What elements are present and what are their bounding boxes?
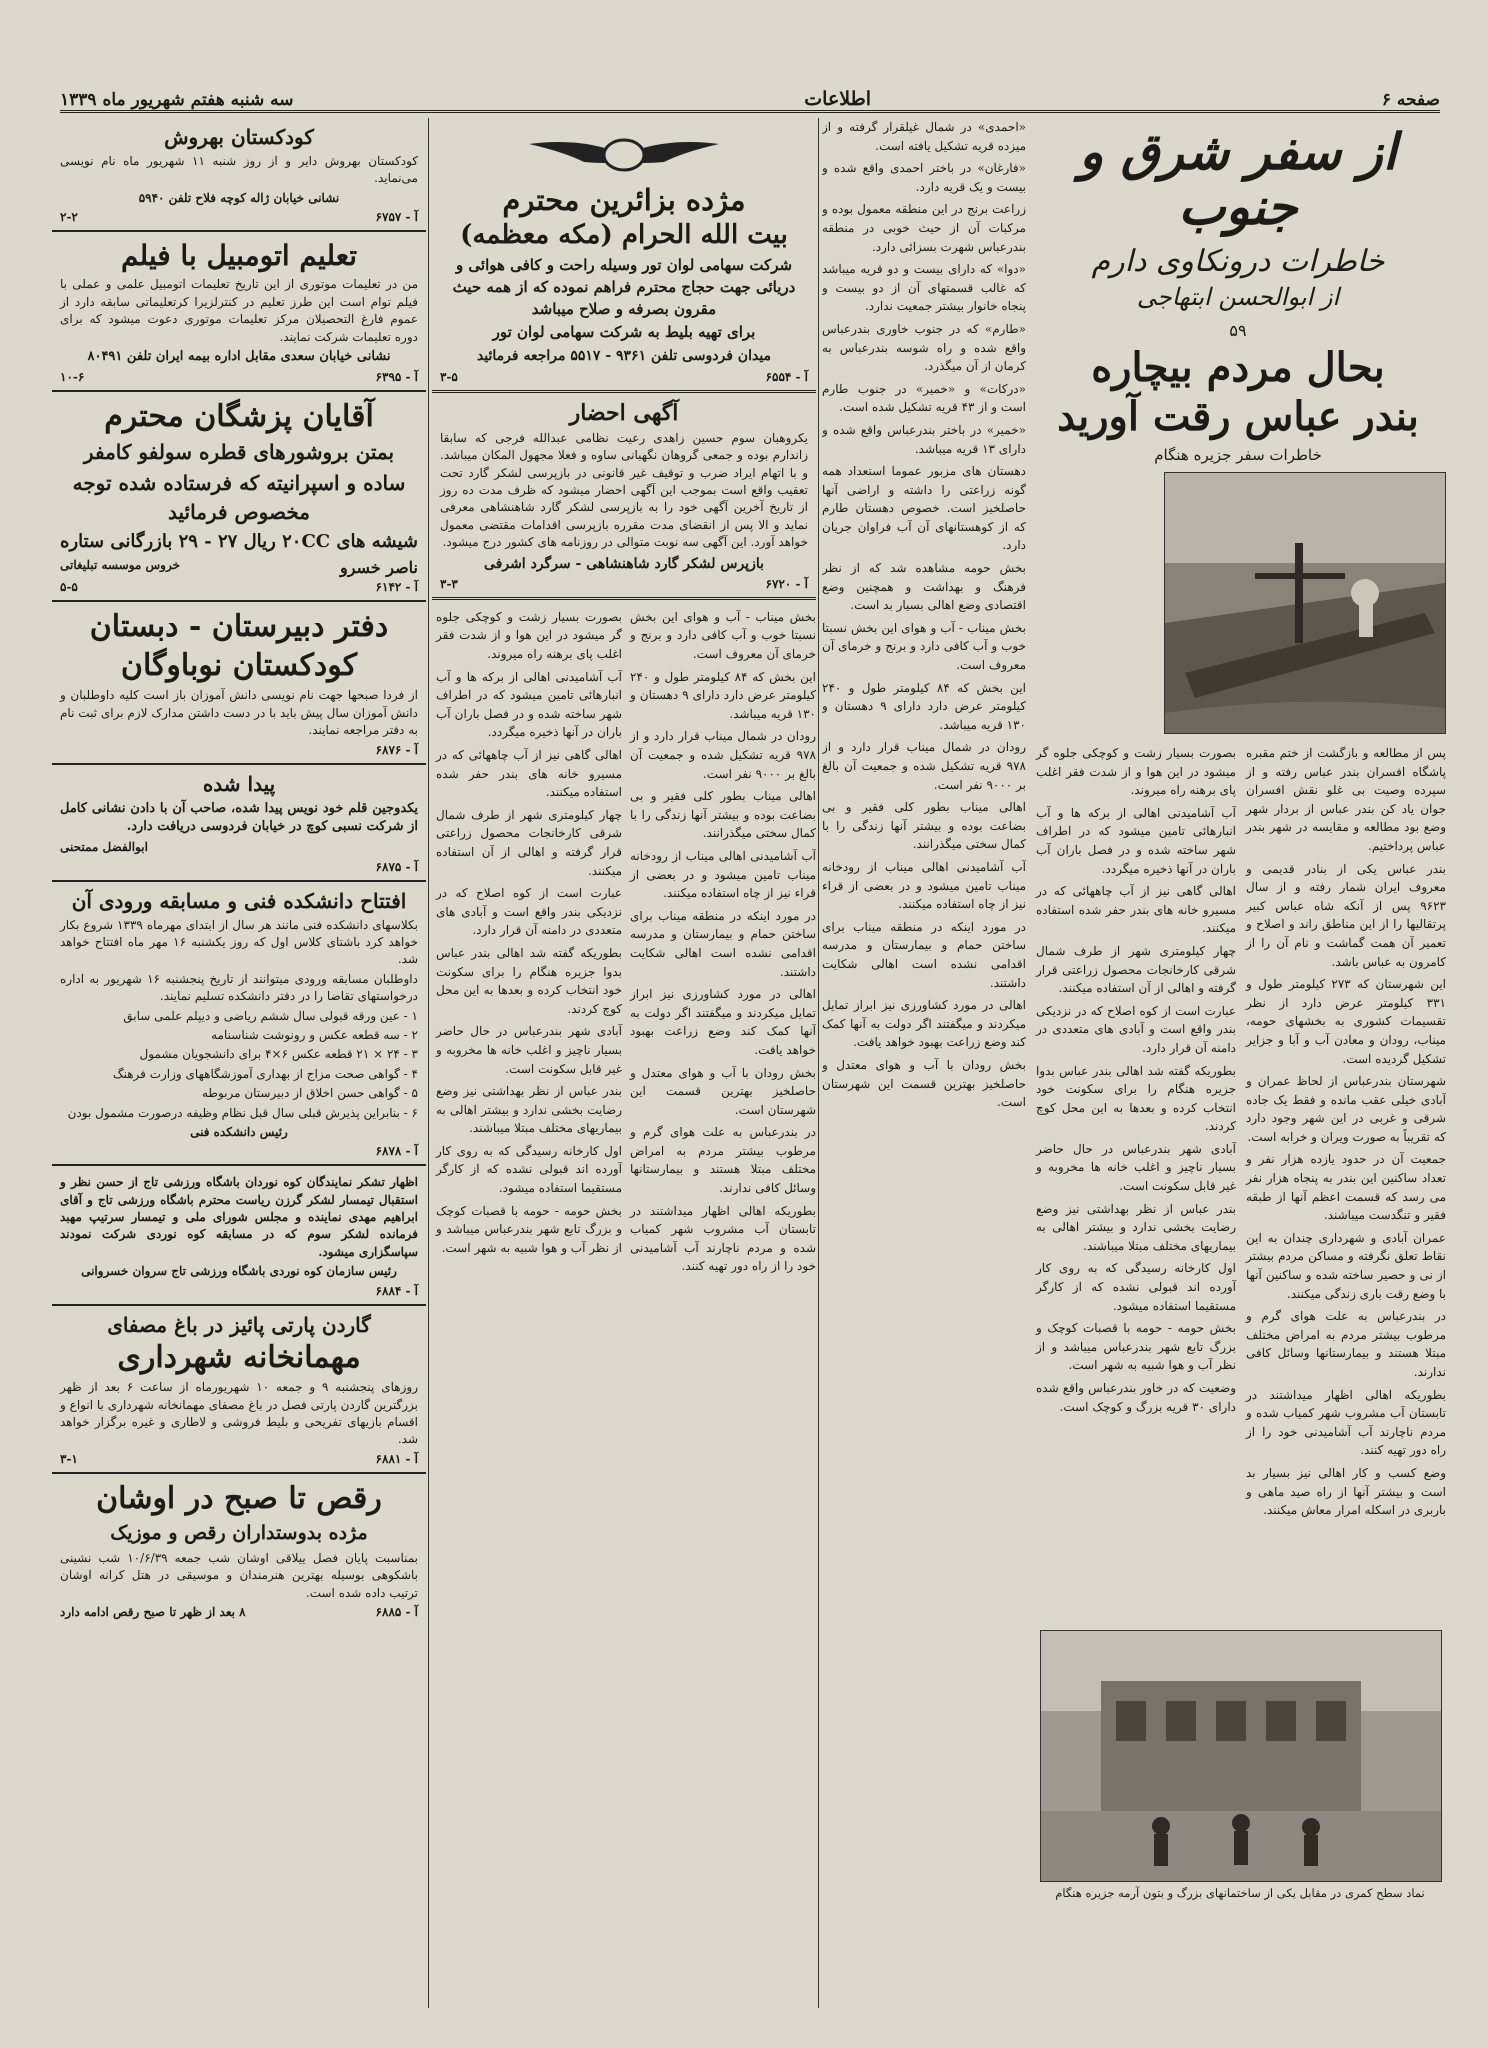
- found-ad-title: پیدا شده: [202, 771, 276, 796]
- center-paragraph: اهالی در مورد کشاورزی نیز ابراز تمایل میکردند و میگفتند اگر دولت به آنها کمک کند وضع زراعت بهبود خواهد یافت.: [630, 987, 816, 1057]
- school-ad: [52, 602, 426, 764]
- center-paragraph: بخش میناب - آب و هوای این بخش نسبتا خوب و آب کافی دارد و برنج و خرمای آن معروف است.: [630, 609, 816, 662]
- university-ad-body: بکلاسهای دانشکده فنی مانند هر سال از ابتدای مهرماه ۱۳۳۹ شروع بکار خواهد کرد باشتای کلاس اول که روز یکشنبه ۱۶ مهر ماه افتتاح خواهد شد.: [60, 917, 418, 967]
- center-paragraph: چهار کیلومتری شهر از طرف شمال شرقی کارخانجات محصول زراعتی قرار گرفته و اهالی از آن استفاده میکنند.: [436, 807, 622, 878]
- mid-paragraph: «احمدی» در شمال غیلقرار گرفته و از میزده قریه تشکیل یافته است.: [822, 120, 1026, 153]
- ad-code: آ - ۶۸۸۱: [375, 1451, 418, 1466]
- ad-code-2: ۳-۳: [440, 576, 458, 591]
- doctors-ad-brand: ناصر خسرو: [339, 558, 418, 578]
- summons-ad-body: یکروهبان سوم حسین زاهدی رعیت نظامی عبدالله فرجی که سابقا زاندارم بوده و جمعی گروهان نگهبانی ساوه و فعلا مجهول المکان میباشد. و با اتهام ایراد ضرب و توقیف غیر قانونی در بازپرسی لشکر گارد تحت تعقیب واقع است بموجب این آگهی احضار میشود که ظرف مدت ده روز از تاریخ آخرین آگهی خود را به بازپرسی لشکر گارد شاهنشاهی معرفی نماید و الا پس از انقضای مدت مقرره بازپرسی اقدامات مقتضی معمول خواهد آورد. این آگهی سه نوبت متوالی در روزنامه های کشور درج میشود.: [440, 430, 808, 550]
- feature-text-split: [1030, 744, 1446, 1524]
- center-paragraph: اول کارخانه رسیدگی که به روی کار آورده اند قبولی نشده که از کارگر مستقیما استفاده میشود.: [436, 1143, 622, 1196]
- university-ad-body-2: داوطلبان مسابقه ورودی میتوانند از تاریخ پنجشنبه ۱۶ شهریور به اداره درخواستهای تقاضا را در دفتر دانشکده تسلیم نمایند.: [60, 971, 418, 1004]
- feature-paragraph: اول کارخانه رسیدگی که به روی کار آورده اند قبولی نشده که از کارگر مستقیما استفاده میشود.: [1036, 1261, 1236, 1313]
- kindergarten-ad-address: نشانی خیابان ژاله کوچه فلاح تلفن ۵۹۴۰: [138, 190, 340, 205]
- garden-party-ad-body: روزهای پنجشنبه ۹ و جمعه ۱۰ شهریورماه از ساعت ۶ بعد از ظهر بزرگترین گاردن پارتی فصل در باغ مصفای مهمانخانه شهرداری با انواع و اقسام بازیهای تفریحی و بلیط فروشی و لاطاری و غیره برگزار خواهد شد.: [60, 1380, 419, 1447]
- ad-code: آ - ۶۸۷۸: [375, 1144, 418, 1159]
- feature-paragraph: وضعیت که در خاور بندرعباس واقع شده دارای ۳۰ قریه بزرگ و کوچک است.: [1036, 1381, 1236, 1414]
- mid-paragraph: آب آشامیدنی اهالی میناب از رودخانه میناب تامین میشود و در بعضی از قراء نیز از چاه استفاده میکنند.: [822, 859, 1026, 912]
- kindergarten-ad-codes: [60, 210, 418, 224]
- airline-ad-address: میدان فردوسی تلفن ۹۳۶۱ - ۵۵۱۷ مراجعه فرمائید: [476, 348, 772, 365]
- driving-ad-codes: [60, 370, 418, 384]
- school-ad-title-2: کودکستان نوباوگان: [120, 647, 358, 683]
- center-text-split: [432, 608, 816, 1280]
- doctors-ad-agency: خروس موسسه تبلیغاتی: [60, 558, 180, 573]
- center-paragraph: اهالی میناب بطور کلی فقیر و بی بضاعت بوده و بیشتر آنها زندگی را با کمال سختی میگذرانند.: [630, 789, 816, 841]
- center-paragraph: این بخش که ۸۴ کیلومتر طول و ۲۴۰ کیلومتر عرض دارد دارای ۹ دهستان و ۱۳۰ قریه میباشد.: [630, 669, 816, 721]
- feature-text-left: [1036, 744, 1236, 1524]
- ship-photo: [1164, 472, 1446, 734]
- dance-ad-codes: [60, 1605, 418, 1619]
- mid-paragraph: زراعت برنج در این منطقه معمول بوده و مرکبات آن از حیث خوبی در منطقه بندرعباس شهرت بسزائی دارد.: [822, 202, 1026, 254]
- building-photo-caption: نماد سطح کمری در مقابل یکی از ساختمانهای بزرگ و بتون آرمه جزیره هنگام: [1055, 1886, 1425, 1900]
- page-label: صفحه ۶: [1381, 90, 1440, 110]
- thanks-ad-codes: [60, 1284, 418, 1298]
- mid-paragraph: بخش حومه مشاهده شد که از نظر فرهنگ و بهداشت و همچنین وضع اقتصادی وضع اهالی بسیار بد است.: [822, 561, 1026, 613]
- center-paragraph: رودان در شمال میناب قرار دارد و از ۹۷۸ قریه تشکیل شده و جمعیت آن بالغ بر ۹۰۰۰ نفر است.: [630, 729, 816, 781]
- airline-ad-codes: [440, 370, 808, 384]
- summons-ad: [432, 393, 816, 600]
- university-ad-codes: [60, 1144, 418, 1158]
- found-ad-body: یکدوجین قلم خود نویس پیدا شده، صاحب آن با دادن نشانی کامل از شرکت نسبی کوچ در خیابان فردوسی دریافت دارد.: [60, 800, 418, 835]
- center-paragraph: در مورد اینکه در منطقه میناب برای ساختن حمام و بیمارستان و مدرسه اقدامی نشده است اهالی شکایت داشتند.: [630, 908, 816, 979]
- feature-paragraph: آب آشامیدنی اهالی از برکه ها و آب انبارهائی تامین میشود که در اطراف شهر ساخته شده و در فصل باران آب باران در آنها ذخیره میگردد.: [1036, 805, 1236, 876]
- school-ad-title: دفتر دبیرستان - دبستان: [89, 609, 389, 645]
- mid-paragraph: دهستان های مزبور عموما استعداد همه گونه زراعتی را داشته و اراضی آنها حاصلخیز است. خصوص دهستان طارم که از کوهستانهای آن آب فراوان جریان دارد.: [822, 464, 1026, 553]
- university-ad: [52, 882, 426, 1167]
- feature-paragraph: وضع کسب و کار اهالی نیز بسیار بد است و بیشتر آنها از راه صید ماهی و باربری در اسکله امرار معاش میکنند.: [1246, 1465, 1446, 1518]
- mid-paragraph: «طارم» که در جنوب خاوری بندرعباس واقع شده و راه شوسه بندرعباس به کرمان از آن میگذرد.: [822, 321, 1026, 374]
- requirement-item: ۳ - ۲۴ × ۲۱ قطعه عکس ۶×۴ برای دانشجویان مشمول: [139, 1047, 418, 1062]
- ad-code-2: ۲-۲: [60, 210, 78, 225]
- issue-date: سه شنبه هفتم شهریور ماه ۱۳۳۹: [60, 90, 294, 110]
- summons-ad-codes: [440, 577, 808, 591]
- center-paragraph: بطوریکه اهالی اظهار میداشتند در تابستان آب مشروب شهر کمیاب شده و مردم ناچارند آب آشامیدنی خود را از راه دور تهیه کنند.: [630, 1203, 816, 1274]
- mid-paragraph: بخش میناب - آب و هوای این بخش نسبتا خوب و آب کافی دارد و برنج و خرمای آن معروف است.: [822, 620, 1026, 673]
- doctors-ad-line-2: ساده و اسپرانیته که فرستاده شده توجه مخصوص فرمائید: [72, 471, 406, 525]
- feature-paragraph: اهالی گاهی نیز از آب چاههائی که در مسیرو خانه های بندر حفر شده استفاده میکنند.: [1036, 884, 1236, 936]
- installment-number: ۵۹: [1229, 321, 1247, 340]
- doctors-ad-title: آقایان پزشگان محترم: [104, 398, 374, 434]
- ad-code-2: ۳-۵: [440, 369, 458, 384]
- building-photo-graphic: [1041, 1631, 1441, 1881]
- center-paragraph: عبارت است از کوه اصلاح که در نزدیکی بندر واقع است و آبادی های متعددی در دامنه آن قرار دارد.: [436, 886, 622, 938]
- center-paragraph: بخش حومه - حومه با قصبات کوچک و بزرگ تابع شهر بندرعباس میباشد و از نظر آب و هوا شبیه به شهر است.: [436, 1203, 622, 1255]
- mid-paragraph: این بخش که ۸۴ کیلومتر طول و ۲۴۰ کیلومتر عرض دارد دارای ۹ دهستان و ۱۳۰ قریه میباشد.: [822, 680, 1026, 732]
- garden-party-ad-title-2: مهمانخانه شهرداری: [117, 1339, 361, 1375]
- driving-ad-address: نشانی خیابان سعدی مقابل اداره بیمه ایران تلفن ۸۰۴۹۱: [87, 348, 391, 364]
- requirement-item: ۴ - گواهی صحت مزاج از بهداری آموزشگاههای وزارت فرهنگ: [112, 1066, 418, 1081]
- feature-subtitle: خاطرات درونکاوی دارم: [1091, 244, 1385, 279]
- ad-code-2: ۵-۵: [60, 580, 78, 595]
- school-ad-codes: [60, 743, 418, 757]
- feature-text-right: [1246, 744, 1446, 1524]
- ad-code: آ - ۶۵۵۴: [765, 369, 808, 384]
- feature-paragraph: این شهرستان که ۲۷۳ کیلومتر طول و ۳۳۱ کیلومتر عرض دارد از نظر تقسیمات کشوری به بخشهای حومه، میناب، رودان و معادن آب و آبا و جزایر تشکیل گردیده است.: [1246, 977, 1446, 1066]
- requirement-item: ۲ - سه قطعه عکس و رونوشت شناسنامه: [211, 1027, 418, 1042]
- ship-photo-graphic: [1165, 473, 1445, 733]
- kindergarten-ad: [52, 118, 426, 232]
- dance-ad-title: رقص تا صبح در اوشان: [96, 1480, 382, 1516]
- ad-code: آ - ۶۱۴۲: [375, 580, 418, 595]
- mid-paragraph: «دوا» که دارای بیست و دو قریه میباشد که غالب قسمتهای آن از دو بیست و پنجاه خانوار بیشتر جمعیت ندارد.: [822, 262, 1026, 314]
- feature-title: از سفر شرق و جنوب: [1079, 122, 1397, 236]
- ad-code: آ - ۶۳۹۵: [375, 369, 418, 384]
- driving-ad-title: تعلیم اتومبیل با فیلم: [120, 239, 358, 273]
- mid-paragraph: اهالی میناب بطور کلی فقیر و بی بضاعت بوده و بیشتر آنها زندگی را با کمال سختی میگذرانند.: [822, 800, 1026, 852]
- center-paragraph: آب آشامیدنی اهالی از برکه ها و آب انبارهائی تامین میشود که در اطراف شهر ساخته شده و در فصل باران آب باران در آنها ذخیره میگردد.: [436, 669, 622, 740]
- found-ad-signer: ابوالفضل ممتحنی: [60, 840, 148, 855]
- column-rule: [428, 118, 429, 2008]
- airline-ad-line: برای تهیه بلیط به شرکت سهامی لوان تور: [492, 323, 756, 342]
- mid-text-column: [822, 118, 1026, 2008]
- feature-paragraph: بندر عباس از نظر بهداشتی نیز وضع رضایت بخشی ندارد و بیشتر اهالی به بیماریهای مختلف مبتلا میباشند.: [1036, 1201, 1236, 1253]
- garden-party-ad-codes: [60, 1452, 418, 1466]
- center-paragraph: بطوریکه گفته شد اهالی بندر عباس بدوا جزیره هنگام را برای سکونت خود انتخاب کرده و بعدها به این محل کوچ کردند.: [436, 945, 622, 1016]
- center-column: [432, 118, 816, 2008]
- dance-ad: [52, 1474, 426, 1625]
- ad-code-2: ۸ بعد از ظهر تا صبح رقص ادامه دارد: [60, 1604, 246, 1619]
- mid-paragraph: اهالی در مورد کشاورزی نیز ابراز تمایل میکردند و میگفتند اگر دولت به آنها کمک کند وضع زراعت بهبود خواهد یافت.: [822, 998, 1026, 1050]
- doctors-ad: [52, 392, 426, 603]
- garden-party-ad-title: گاردن پارتی پائیز در باغ مصفای: [107, 1312, 371, 1337]
- garden-party-ad: [52, 1306, 426, 1474]
- ad-code: آ - ۶۷۵۷: [375, 210, 418, 225]
- feature-paragraph: بطوریکه گفته شد اهالی بندر عباس بدوا جزیره هنگام را برای سکونت خود انتخاب کرده و بعدها به این محل کوچ کردند.: [1036, 1063, 1236, 1134]
- ad-code: آ - ۶۸۷۵: [375, 859, 418, 874]
- mid-paragraph: در مورد اینکه در منطقه میناب برای ساختن حمام و بیمارستان و مدرسه اقدامی نشده است اهالی شکایت داشتند.: [822, 919, 1026, 990]
- thanks-ad-body: اظهار تشکر نمایندگان کوه نوردان باشگاه ورزشی تاج از حسن نظر و استقبال تیمسار لشکر گرزن ریاست محترم باشگاه ورزشی تاج و آقای ابراهیم مهدی نماینده و مجلس شورای ملی و تیمسار سرتیپ مهبد فرمانده لشکر سوم که در مسابقه کوه نوردی شرکت نمودند سپاسگزاری میشود.: [60, 1175, 418, 1259]
- kindergarten-ad-body: کودکستان بهروش دایر و از روز شنبه ۱۱ شهریور ماه نام نویسی می‌نماید.: [60, 154, 419, 186]
- dance-ad-body: بمناسبت پایان فصل ییلاقی اوشان شب جمعه ۱۰/۶/۳۹ شب نشینی باشکوهی بوسیله بهترین هنرمندان و موسیقی در هتل کرانه اوشان ترتیب داده شده است.: [60, 1550, 418, 1600]
- mid-paragraph: «فارغان» در باختر احمدی واقع شده و بیست و یک قریه دارد.: [822, 161, 1026, 194]
- ad-code: آ - ۶۸۷۶: [375, 742, 418, 757]
- ad-code-2: ۳-۱: [60, 1451, 78, 1466]
- doctors-ad-brand-row: [60, 558, 418, 577]
- found-ad-codes: [60, 860, 418, 874]
- dance-ad-sub: مژده بدوستداران رقص و موزیک: [110, 1522, 368, 1545]
- feature-byline: خاطرات سفر جزیره هنگام: [1154, 446, 1322, 464]
- university-ad-signer: رئیس دانشکده فنی: [190, 1124, 288, 1139]
- center-paragraph: در بندرعباس به علت هوای گرم و مرطوب بیشتر مردم به امراض مختلف مبتلا هستند و بیمارستانها وسائل کافی ندارند.: [630, 1125, 816, 1196]
- center-paragraph: آبادی شهر بندرعباس در حال حاضر بسیار ناچیز و اغلب خانه ها مخروبه و غیر قابل سکونت است.: [436, 1024, 622, 1076]
- center-text-left: [436, 608, 622, 1280]
- feature-paragraph: بصورت بسیار زشت و کوچکی جلوه گر میشود در این هوا و از شدت فقر اغلب پای برهنه راه میروند.: [1036, 746, 1236, 798]
- page-header: [60, 70, 1440, 113]
- driving-ad: [52, 232, 426, 392]
- feature-masthead: [1030, 118, 1446, 464]
- mid-paragraph: «خمیر» در باختر بندرعباس واقع شده و دارای ۱۳ قریه میباشد.: [822, 422, 1026, 456]
- center-paragraph: بندر عباس از نظر بهداشتی نیز وضع رضایت بخشی ندارد و بیشتر اهالی به بیماریهای مختلف مبتلا میباشند.: [436, 1084, 622, 1136]
- school-ad-body: از فردا صبحها جهت نام نویسی دانش آموزان باز است کلیه داوطلبان و دانش آموزان سال پیش باید با در دست داشتن مدارک لازم برای ثبت نام به دفتر مراجعه نمایند.: [60, 688, 418, 738]
- feature-paragraph: پس از مطالعه و بازگشت از ختم مقبره پاشگاه افسران بندر عباس رفته و از سپرده وصیت بی غلو نقش افسران جوان یاد کن بندر عباس از بردار شهر وضع بود مطالعه و مقایسه در شهر بندر عباس پرداختیم.: [1246, 746, 1446, 853]
- feature-paragraph: جمعیت آن در حدود یازده هزار نفر و تعداد ساکنین این بندر به پنجاه هزار نفر می رسد که قسمت اعظم آنها از طبقه فقیر و تنگدست میباشند.: [1246, 1152, 1446, 1223]
- university-ad-title: افتتاح دانشکده فنی و مسابقه ورودی آن: [71, 888, 407, 913]
- airline-ad-title-2: بیت الله الحرام (مکه معظمه): [460, 220, 788, 251]
- ads-column: [52, 118, 426, 2008]
- mid-paragraph: بخش رودان با آب و هوای معتدل و حاصلخیز بهترین قسمت این شهرستان است.: [822, 1057, 1026, 1110]
- feature-paragraph: شهرستان بندرعباس از لحاظ عمران و آبادی خیلی عقب مانده و فقط یک جاده شرقی و غربی در این شهر وجود دارد که تقریباً به صورت ویران و خرابه است.: [1246, 1074, 1446, 1144]
- summons-ad-title: آگهی احضار: [569, 399, 679, 426]
- center-paragraph: بخش رودان با آب و هوای معتدل و حاصلخیز بهترین قسمت این شهرستان است.: [630, 1065, 816, 1117]
- feature-paragraph: در بندرعباس به علت هوای گرم و مرطوب بیشتر مردم به امراض مختلف مبتلا هستند و بیمارستانها وسائل کافی ندارند.: [1246, 1309, 1446, 1379]
- building-photo: [1040, 1630, 1442, 1882]
- thanks-ad: [52, 1166, 426, 1305]
- doctors-ad-line-3: شیشه های ۲۰CC ریال ۲۷ - ۲۹ بازرگانی ستاره: [60, 531, 418, 553]
- ad-code-2: ۱۰-۶: [60, 369, 85, 384]
- summons-ad-signer: بازپرس لشکر گارد شاهنشاهی - سرگرد اشرفی: [483, 555, 765, 572]
- feature-headline-1: بحال مردم بیچاره: [1091, 344, 1385, 391]
- driving-ad-body: من در تعلیمات موتوری از این تاریخ تعلیمات اتومبیل علمی و عملی با فیلم توام است این طرز تعلیم در کنترلزیرا کرتعلیماتی سابقه دارد از عموم فارغ التحصیلان مرکز تعلیمات موتوری دعوت میشود که برای دوره تعلیمات شرکت نمایند.: [60, 277, 418, 344]
- feature-paragraph: چهار کیلومتری شهر از طرف شمال شرقی کارخانجات محصول زراعتی قرار گرفته و اهالی از آن استفاده میکنند.: [1036, 943, 1236, 996]
- paper-name: اطلاعات: [804, 88, 872, 110]
- feature-paragraph: آبادی شهر بندرعباس در حال حاضر بسیار ناچیز و اغلب خانه ها مخروبه و غیر قابل سکونت است.: [1036, 1141, 1236, 1194]
- feature-paragraph: بندر عباس یکی از بنادر قدیمی و معروف ایران شمار رفته و از سال ۹۶۲۳ پس از آنکه شاه عباس کبیر پرتقالیها را از این مناطق راند و اصلاح و تعمیر آن همت گماشت و نام آن را از کامرون به عباس باشد.: [1246, 861, 1446, 969]
- mid-paragraph: «درکات» و «خمیر» در جنوب طارم است و از ۴۳ قریه تشکیل شده است.: [822, 381, 1026, 415]
- found-ad: [52, 765, 426, 882]
- center-paragraph: آب آشامیدنی اهالی میناب از رودخانه میناب تامین میشود و در بعضی از قراء نیز از چاه استفاده میکنند.: [630, 848, 816, 901]
- feature-author: از ابوالحسن ابتهاجی: [1136, 283, 1340, 311]
- wings-logo-icon: [524, 132, 724, 178]
- column-rule: [818, 118, 819, 2008]
- feature-paragraph: بخش حومه - حومه با قصبات کوچک و بزرگ تابع شهر بندرعباس میباشد و از نظر آب و هوا شبیه به شهر است.: [1036, 1321, 1236, 1373]
- ad-code: آ - ۶۷۲۰: [765, 576, 808, 591]
- building-photo-block: [1040, 1630, 1440, 1904]
- doctors-ad-line: بمتن بروشورهای قطره سولفو کامفر: [83, 440, 395, 465]
- center-text-right: [630, 608, 816, 1280]
- kindergarten-ad-title: کودکستان بهروش: [164, 125, 314, 149]
- airline-ad-title: مژده بزائرین محترم: [502, 183, 746, 217]
- feature-paragraph: بطوریکه اهالی اظهار میداشتند در تابستان آب مشروب شهر کمیاب شده و مردم ناچارند آب آشامیدنی خود را از راه دور تهیه کنند.: [1246, 1387, 1446, 1458]
- feature-paragraph: عمران آبادی و شهرداری چندان به این نقاط تعلق نگرفته و مساکن مردم بیشتر از نی و حصیر ساخته شده و ساکنین آنها با وضع رقت باری زندگی میکنند.: [1246, 1230, 1446, 1301]
- center-paragraph: بصورت بسیار زشت و کوچکی جلوه گر میشود در این هوا و از شدت فقر اغلب پای برهنه راه میروند.: [436, 609, 622, 662]
- airline-ad: [432, 118, 816, 393]
- ad-code: آ - ۶۸۸۵: [375, 1604, 418, 1619]
- ad-code: آ - ۶۸۸۴: [375, 1283, 418, 1298]
- thanks-ad-signer: رئیس سازمان کوه نوردی باشگاه ورزشی تاج سروان خسروانی: [81, 1264, 397, 1279]
- feature-paragraph: عبارت است از کوه اصلاح که در نزدیکی بندر واقع است و آبادی های متعددی در دامنه آن قرار دارد.: [1036, 1003, 1236, 1055]
- feature-headline-2: بندر عباس رقت آورید: [1057, 393, 1419, 440]
- doctors-ad-codes: [60, 580, 418, 594]
- center-paragraph: اهالی گاهی نیز از آب چاههائی که در مسیرو خانه های بندر حفر شده استفاده میکنند.: [436, 748, 622, 800]
- mid-paragraph: رودان در شمال میناب قرار دارد و از ۹۷۸ قریه تشکیل شده و جمعیت آن بالغ بر ۹۰۰۰ نفر است.: [822, 740, 1026, 792]
- airline-ad-body: شرکت سهامی لوان تور وسیله راحت و کافی هوائی و دریائی جهت حجاج محترم فراهم نموده که از همه حیث مقرون بصرفه و صلاح میباشد: [452, 256, 796, 318]
- requirement-item: ۵ - گواهی حسن اخلاق از دبیرستان مربوطه: [201, 1086, 418, 1101]
- requirement-item: ۶ - بنابراین پذیرش قبلی سال قبل نظام وظیفه درصورت مشمول بودن: [67, 1105, 418, 1120]
- requirement-item: ۱ - عین ورقه قبولی سال ششم ریاضی و دیپلم علمی سابق: [123, 1008, 418, 1023]
